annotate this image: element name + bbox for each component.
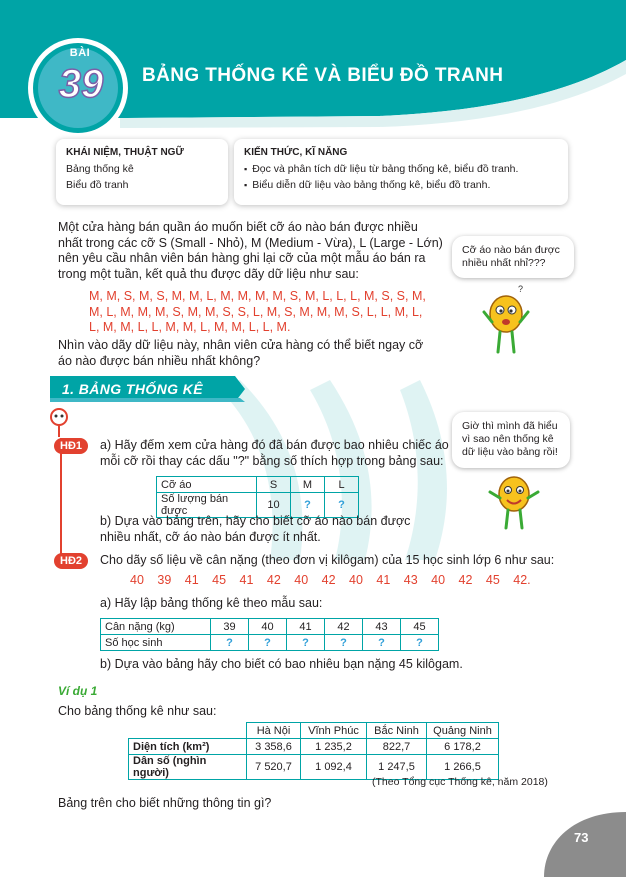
table-cell: Cỡ áo xyxy=(157,477,257,493)
table-cell: Bắc Ninh xyxy=(367,723,427,739)
happy-mascot-icon xyxy=(486,470,542,532)
table-cell: ? xyxy=(325,493,359,518)
concept-item: Bảng thống kê xyxy=(66,163,134,175)
example-intro: Cho bảng thống kê như sau: xyxy=(58,704,217,718)
skills-card xyxy=(234,139,568,205)
page-number: 73 xyxy=(574,830,589,845)
table-cell: M xyxy=(291,477,325,493)
table-cell: ? xyxy=(291,493,325,518)
hd1-question-a xyxy=(100,438,450,469)
table-row xyxy=(101,619,439,635)
intro-paragraph xyxy=(58,220,448,282)
intro-question xyxy=(58,338,448,369)
activity-tag-hd2: HĐ2 xyxy=(54,553,88,569)
lesson-title: BẢNG THỐNG KÊ VÀ BIỂU ĐỒ TRANH xyxy=(142,65,504,86)
weight-table xyxy=(100,618,439,651)
table-cell: 10 xyxy=(257,493,291,518)
province-table xyxy=(128,722,499,780)
hd1-b-line: nhiều nhất, cỡ áo nào bán được ít nhất. xyxy=(100,529,321,544)
skill-item: ▪ Đọc và phân tích dữ liệu từ bảng thống kê, biểu đồ tranh. xyxy=(244,161,558,177)
table-cell: 822,7 xyxy=(367,739,427,755)
table-cell: Dân số (nghìn người) xyxy=(129,755,247,780)
data-line: L, M, M, L, L, M, M, L, M, M, L, L, M. xyxy=(89,320,291,334)
intro-line: Một cửa hàng bán quần áo muốn biết cỡ áo nào bán được nhiều xyxy=(58,220,418,234)
lesson-number: 39 xyxy=(58,62,104,106)
table-cell: 1 247,5 xyxy=(367,755,427,780)
table-cell: Số học sinh xyxy=(101,635,211,651)
table-cell: 41 xyxy=(287,619,325,635)
section-title: 1. BẢNG THỐNG KÊ xyxy=(62,381,203,397)
table-row xyxy=(129,739,499,755)
table-cell: 1 266,5 xyxy=(427,755,499,780)
confused-mascot-icon xyxy=(478,282,534,358)
example-label: Ví dụ 1 xyxy=(58,684,98,698)
table-cell: Diện tích (km²) xyxy=(129,739,247,755)
table-cell: ? xyxy=(287,635,325,651)
understanding-bubble xyxy=(452,412,570,468)
intro-line: trong một tuần, kết quả thu được dãy dữ liệu như sau: xyxy=(58,266,359,281)
table-cell xyxy=(129,723,247,739)
data-line: M, L, M, M, M, S, M, M, S, S, L, M, S, M, M, M, S, L, L, M, L, xyxy=(89,304,423,319)
table-cell: ? xyxy=(401,635,439,651)
lesson-word: BÀI xyxy=(69,47,91,59)
activity-line xyxy=(60,438,62,565)
table-cell: Số lượng bán được xyxy=(157,493,257,518)
table-cell: 1 235,2 xyxy=(301,739,367,755)
table-cell: Hà Nội xyxy=(247,723,301,739)
table-cell: 40 xyxy=(249,619,287,635)
table-cell: 7 520,7 xyxy=(247,755,301,780)
table-cell: 45 xyxy=(401,619,439,635)
table-cell: 42 xyxy=(325,619,363,635)
table-cell: 3 358,6 xyxy=(247,739,301,755)
table-row xyxy=(101,635,439,651)
bubble-line: vì sao nên thống kê xyxy=(462,433,554,445)
table-cell: ? xyxy=(249,635,287,651)
table-cell: 43 xyxy=(363,619,401,635)
table-cell: Vĩnh Phúc xyxy=(301,723,367,739)
example-question: Bảng trên cho biết những thông tin gì? xyxy=(58,796,272,810)
hd1-a-line: a) Hãy đếm xem cửa hàng đó đã bán được bao nhiêu chiếc áo xyxy=(100,438,449,452)
table-row xyxy=(157,477,359,493)
weight-data: 40 39 41 45 41 42 40 42 40 41 43 40 42 45 42. xyxy=(130,573,531,587)
question-line: Nhìn vào dãy dữ liệu này, nhân viên cửa hàng có thể biết ngay cỡ xyxy=(58,338,424,352)
thinking-bubble xyxy=(452,236,574,278)
magnifier-icon xyxy=(48,406,70,438)
table-cell: ? xyxy=(325,635,363,651)
table-cell: L xyxy=(325,477,359,493)
skill-item: ▪ Biểu diễn dữ liệu vào bảng thống kê, biểu đồ tranh. xyxy=(244,177,558,193)
table-cell: 6 178,2 xyxy=(427,739,499,755)
bubble-line: Cỡ áo nào bán được xyxy=(462,244,560,256)
table-cell: Cân nặng (kg) xyxy=(101,619,211,635)
activity-tag-hd1: HĐ1 xyxy=(54,438,88,454)
bubble-line: dữ liệu vào bảng rồi! xyxy=(462,446,558,458)
hd1-a-line: mỗi cỡ rồi thay các dấu "?" bằng số thích hợp trong bảng sau: xyxy=(100,453,444,468)
table-cell: 39 xyxy=(211,619,249,635)
shirt-size-table xyxy=(156,476,359,518)
concept-item: Biểu đồ tranh xyxy=(66,179,129,191)
hd2-question-b: b) Dựa vào bảng hãy cho biết có bao nhiêu bạn nặng 45 kilôgam. xyxy=(100,657,463,671)
intro-line: nhất trong các cỡ S (Small - Nhỏ), M (Medium - Vừa), L (Large - Lớn) xyxy=(58,235,443,250)
data-line: M, M, S, M, S, M, M, L, M, M, M, M, S, M, L, L, L, M, S, S, M, xyxy=(89,289,426,303)
shirt-size-data xyxy=(89,289,449,336)
table-cell: Quảng Ninh xyxy=(427,723,499,739)
source-note: (Theo Tổng cục Thống kê, năm 2018) xyxy=(372,776,548,788)
skills-title: KIẾN THỨC, KĨ NĂNG xyxy=(244,147,348,158)
hd2-intro: Cho dãy số liệu về cân nặng (theo đơn vị kilôgam) của 15 học sinh lớp 6 như sau: xyxy=(100,553,555,567)
hd1-b-line: b) Dựa vào bảng trên, hãy cho biết cỡ áo nào bán được xyxy=(100,514,411,528)
bubble-line: Giờ thì mình đã hiểu xyxy=(462,420,558,432)
question-line: áo nào được bán nhiều nhất không? xyxy=(58,353,261,368)
svg-text:?: ? xyxy=(518,284,524,294)
table-row xyxy=(129,723,499,739)
concepts-title: KHÁI NIỆM, THUẬT NGỮ xyxy=(66,147,184,158)
hd1-question-b xyxy=(100,514,450,545)
concepts-card xyxy=(56,139,228,205)
table-cell: S xyxy=(257,477,291,493)
table-cell: ? xyxy=(211,635,249,651)
bubble-line: nhiều nhất nhỉ??? xyxy=(462,257,546,269)
intro-line: nên yêu cầu nhân viên bán hàng ghi lại cỡ của một mẫu áo bán ra xyxy=(58,251,426,265)
table-cell: 1 092,4 xyxy=(301,755,367,780)
hd2-question-a: a) Hãy lập bảng thống kê theo mẫu sau: xyxy=(100,596,323,610)
table-cell: ? xyxy=(363,635,401,651)
